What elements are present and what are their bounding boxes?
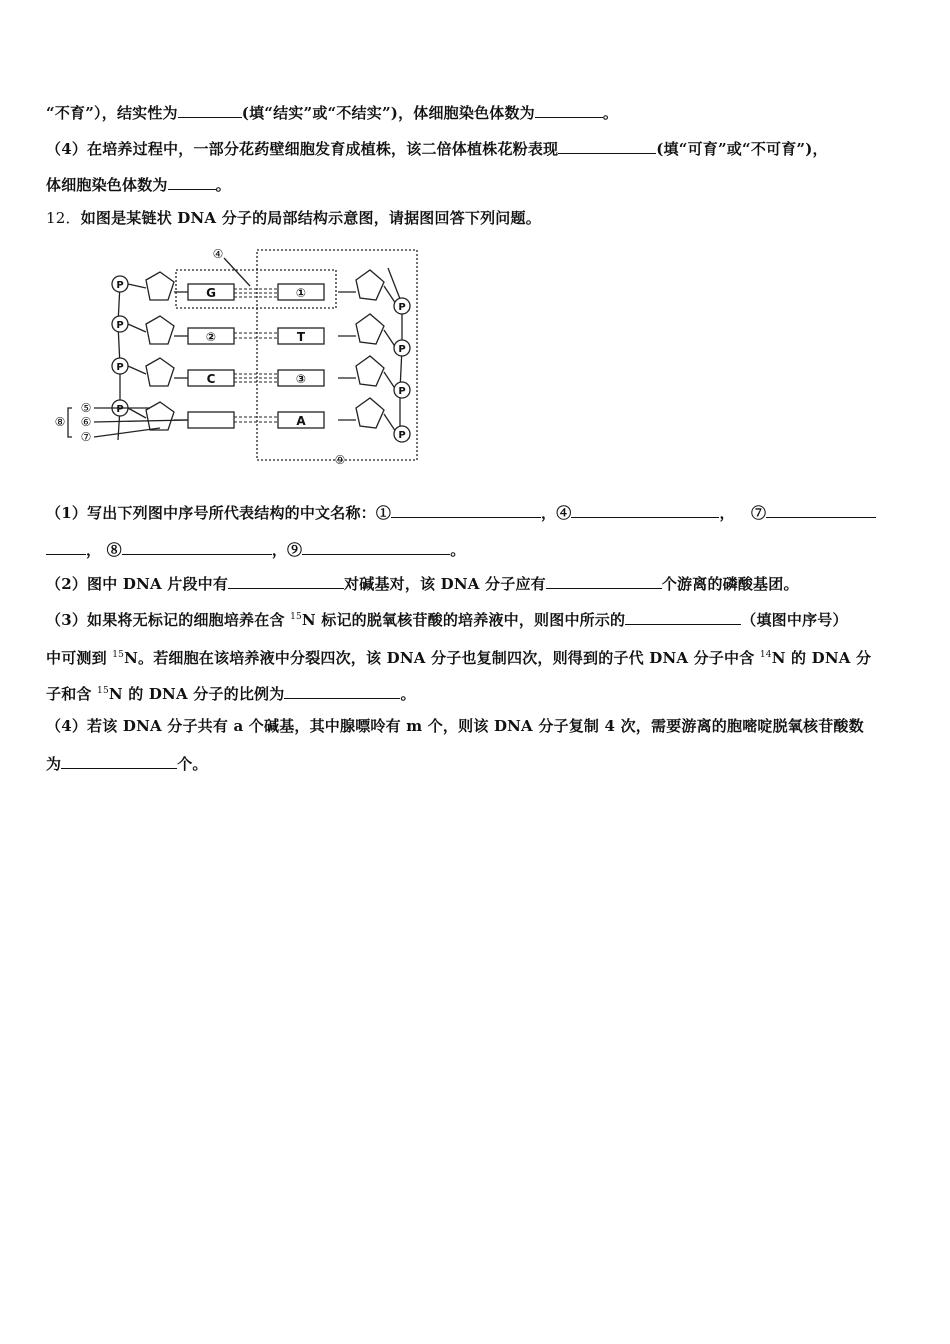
answer-blank[interactable] <box>625 609 741 625</box>
answer-blank[interactable] <box>284 683 400 699</box>
base-label-left: C <box>206 372 216 386</box>
phosphate-label: P <box>116 320 124 331</box>
phosphate-label: P <box>116 404 124 415</box>
answer-blank[interactable] <box>61 753 177 769</box>
answer-blank[interactable] <box>46 539 86 555</box>
left-nucleotides <box>128 272 188 430</box>
marker-8: ⑧ <box>54 415 66 429</box>
q11-part4-line1: （4）在培养过程中，一部分花药壁细胞发育成植株，该二倍体植株花粉表现 (填“可育”或“不可育”)， <box>46 140 828 158</box>
answer-blank[interactable] <box>228 573 344 589</box>
q11-part4-line2: 体细胞染色体数为 。 <box>46 176 231 194</box>
left-deoxyribose <box>146 272 174 300</box>
answer-blank[interactable] <box>168 174 216 190</box>
q11-line1: “不育”），结实性为 (填“结实”或“不结实”)，体细胞染色体数为 。 <box>46 104 619 122</box>
base-label-right: A <box>296 414 306 428</box>
marker-7: ⑦ <box>80 430 92 444</box>
answer-blank[interactable] <box>766 502 876 518</box>
right-deoxyribose <box>356 356 384 386</box>
phosphate-label: P <box>398 344 406 355</box>
base-label-right: ① <box>295 286 307 300</box>
q12-part4-line1: （4）若该 DNA 分子共有 a 个碱基，其中腺嘌呤有 m 个，则该 DNA 分子复制 4 次，需要游离的胞嘧啶脱氧核苷酸数 <box>46 717 864 735</box>
q12-part3-line2: 中可测到 $^{15}$N。若细胞在该培养液中分裂四次，该 DNA 分子也复制四次，则得到的子代 DNA 分子中含 $^{14}$N 的 DNA 分 <box>46 649 872 667</box>
right-deoxyribose <box>356 398 384 428</box>
right-nucleotides <box>338 270 396 432</box>
answer-blank[interactable] <box>558 138 656 154</box>
answer-blank[interactable] <box>178 102 242 118</box>
q12-part1-line2: ， ⑧ ，⑨ 。 <box>46 539 465 560</box>
left-deoxyribose <box>146 316 174 344</box>
phosphate-label: P <box>116 280 124 291</box>
base-label-right: T <box>296 330 306 344</box>
phosphate-label: P <box>398 386 406 397</box>
marker-9: ⑨ <box>334 453 346 467</box>
base-label-left: G <box>206 286 216 300</box>
dna-structure-figure <box>50 240 430 470</box>
q12-part3-line1: （3）如果将无标记的细胞培养在含 $^{15}$N 标记的脱氧核苷酸的培养液中，则图中所示的 （填图中序号） <box>46 611 848 629</box>
left-deoxyribose <box>146 358 174 386</box>
q12-part1-line1: （1）写出下列图中序号所代表结构的中文名称：① ，④ ， ⑦ <box>46 502 876 523</box>
phosphate-label: P <box>116 362 124 373</box>
right-deoxyribose <box>356 314 384 344</box>
base-label-left: ② <box>205 330 217 344</box>
right-deoxyribose <box>356 270 384 300</box>
answer-blank[interactable] <box>535 102 603 118</box>
q12-stem: 12．如图是某链状 DNA 分子的局部结构示意图，请据图回答下列问题。 <box>46 209 541 227</box>
q12-part3-line3: 子和含 $^{15}$N 的 DNA 分子的比例为 。 <box>46 685 416 703</box>
answer-blank[interactable] <box>302 539 450 555</box>
q12-part2: （2）图中 DNA 片段中有 对碱基对，该 DNA 分子应有 个游离的磷酸基团。 <box>46 575 799 593</box>
q12-part4-line2: 为 个。 <box>46 755 208 773</box>
answer-blank[interactable] <box>571 502 719 518</box>
left-deoxyribose <box>146 402 174 430</box>
marker-4: ④ <box>212 247 224 261</box>
answer-blank[interactable] <box>546 573 662 589</box>
base-label-right: ③ <box>295 372 307 386</box>
answer-blank[interactable] <box>391 502 541 518</box>
dna-diagram <box>50 240 430 470</box>
marker-5: ⑤ <box>80 401 92 415</box>
answer-blank[interactable] <box>122 539 272 555</box>
marker-6: ⑥ <box>80 415 92 429</box>
phosphate-label: P <box>398 302 406 313</box>
phosphate-label: P <box>398 430 406 441</box>
